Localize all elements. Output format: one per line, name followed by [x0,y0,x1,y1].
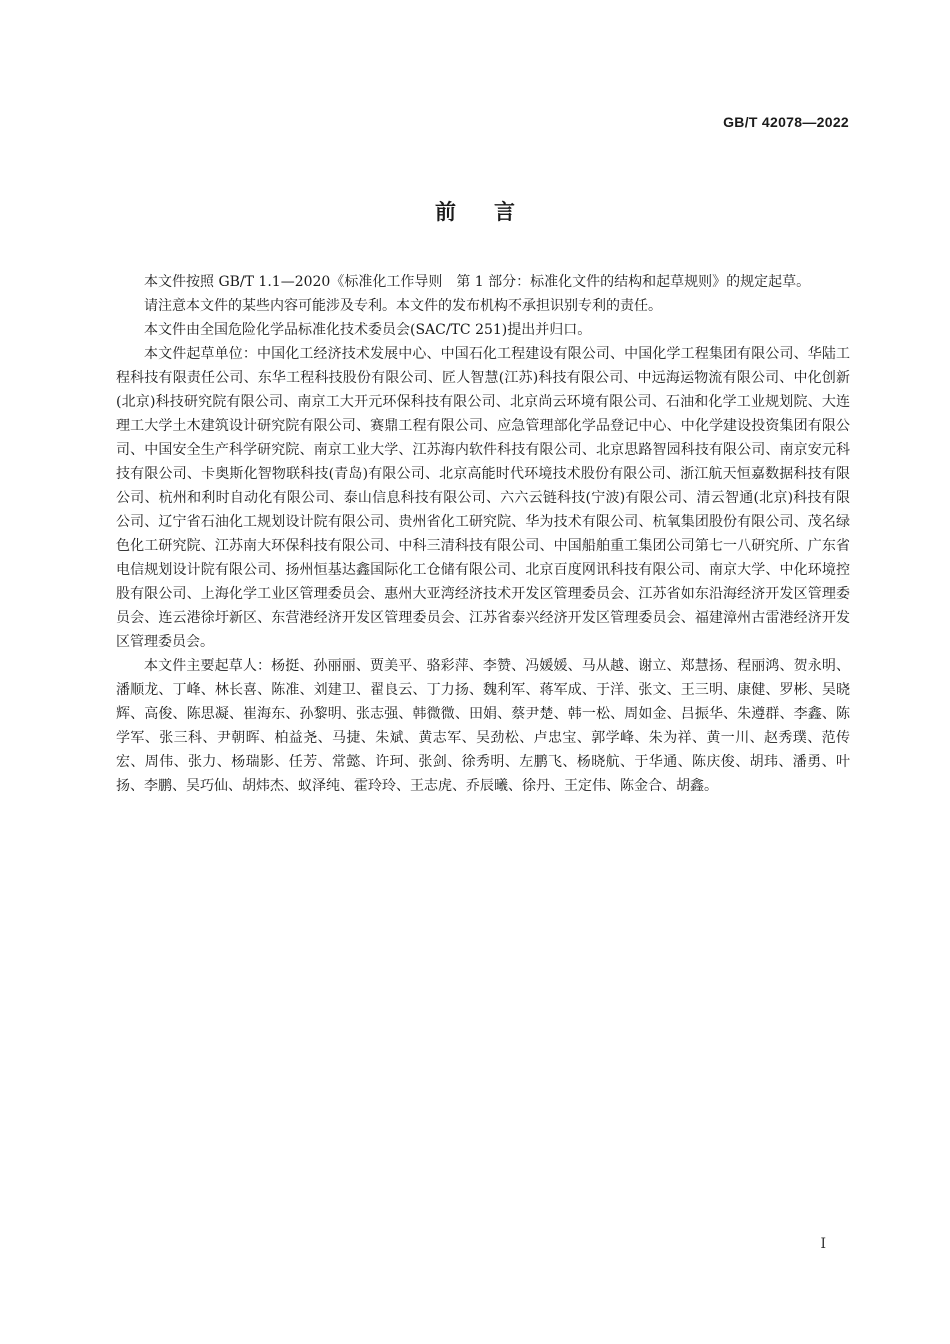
paragraph-proposer: 本文件由全国危险化学品标准化技术委员会(SAC/TC 251)提出并归口。 [144,322,592,338]
paragraph-drafting-rules: 本文件按照 GB/T 1.1—2020《标准化工作导则 第 1 部分：标准化文件的结构和起草规则》的规定起草。 [144,274,811,290]
paragraph-patent-notice: 请注意本文件的某些内容可能涉及专利。本文件的发布机构不承担识别专利的责任。 [144,298,662,314]
foreword-body [116,270,850,798]
page-title: 前言 [435,200,553,224]
paragraph-drafters: 本文件主要起草人：杨挺、孙丽丽、贾美平、骆彩萍、李赞、冯媛媛、马从越、谢立、郑慧扬、程丽鸿、贺永明、潘顺龙、丁峰、林长喜、陈准、刘建卫、翟良云、丁力扬、魏利军、蒋军成、于洋、张文、王三明、康健、罗彬、吴晓辉、高俊、陈思凝、崔海东、孙黎明、张志强、韩微微、田娟、蔡尹楚、韩一松、周如金、吕振华、朱遵群、李鑫、陈学军、张三科、尹朝晖、柏益尧、马捷、朱斌、黄志军、吴劲松、卢忠宝、郭学峰、朱为祥、黄一川、赵秀璞、范传宏、周伟、张力、杨瑞影、任芳、常懿、许珂、张剑、徐秀明、左鹏飞、杨晓航、于华通、陈庆俊、胡玮、潘勇、叶扬、李鹏、吴巧仙、胡炜杰、蚁泽纯、霍玲玲、王志虎、乔辰曦、徐丹、王定伟、陈金合、胡鑫。 [116,658,850,794]
page-number: I [820,1236,826,1252]
standard-number: GB/T 42078—2022 [723,114,849,130]
paragraph-drafting-units: 本文件起草单位：中国化工经济技术发展中心、中国石化工程建设有限公司、中国化学工程集团有限公司、华陆工程科技有限责任公司、东华工程科技股份有限公司、匠人智慧(江苏)科技有限公司、中远海运物流有限公司、中化创新(北京)科技研究院有限公司、南京工大开元环保科技有限公司、北京尚云环境有限公司、石油和化学工业规划院、大连理工大学土木建筑设计研究院有限公司、赛鼎工程有限公司、应急管理部化学品登记中心、中化学建设投资集团有限公司、中国安全生产科学研究院、南京工业大学、江苏海内软件科技有限公司、北京思路智园科技有限公司、南京安元科技有限公司、卡奥斯化智物联科技(青岛)有限公司、北京高能时代环境技术股份有限公司、浙江航天恒嘉数据科技有限公司、杭州和利时自动化有限公司、泰山信息科技有限公司、六六云链科技(宁波)有限公司、清云智通(北京)科技有限公司、辽宁省石油化工规划设计院有限公司、贵州省化工研究院、华为技术有限公司、杭氧集团股份有限公司、茂名绿色化工研究院、江苏南大环保科技有限公司、中科三清科技有限公司、中国船舶重工集团公司第七一八研究所、广东省电信规划设计院有限公司、扬州恒基达鑫国际化工仓储有限公司、北京百度网讯科技有限公司、南京大学、中化环境控股有限公司、上海化学工业区管理委员会、惠州大亚湾经济技术开发区管理委员会、江苏省如东沿海经济开发区管理委员会、连云港徐圩新区、东营港经济开发区管理委员会、江苏省泰兴经济开发区管理委员会、福建漳州古雷港经济开发区管理委员会。 [116,346,850,650]
